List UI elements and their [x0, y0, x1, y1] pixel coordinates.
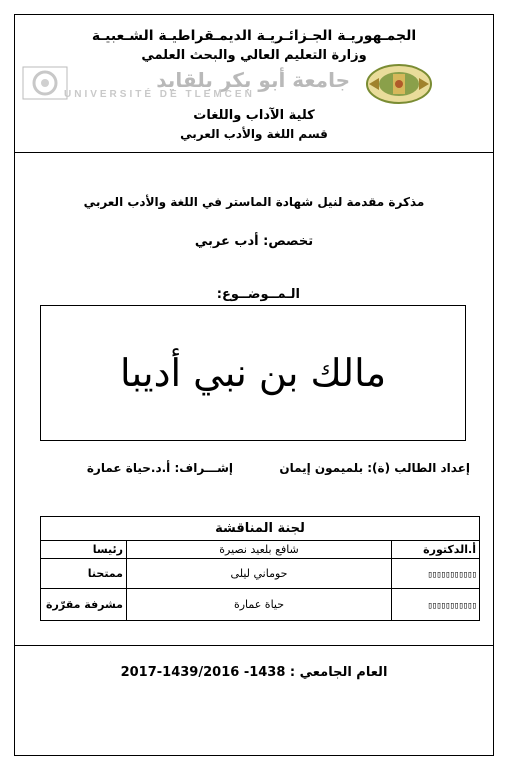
committee-title: لجنة المناقشة — [40, 516, 480, 540]
member-name: شافع بلعيد نصيرة — [127, 541, 392, 559]
republic-title: الجمـهوريـة الجـزائـريـة الديمـقراطيـة الشـعبيـة — [91, 28, 417, 44]
topic-title: مالك بن نبي أديبا — [119, 351, 387, 395]
member-title-glyphs: ▯▯▯▯▯▯▯▯▯▯▯ — [427, 601, 476, 611]
university-name-arabic: جامعة أبو بكر بلقايد — [156, 68, 350, 92]
topic-label: الـمــوضــوع: — [216, 287, 300, 302]
divider-bottom — [14, 645, 494, 646]
university-logo-icon — [365, 62, 433, 106]
member-name: حياة عمارة — [127, 589, 392, 621]
topic-box — [40, 305, 466, 441]
member-title — [392, 559, 480, 589]
university-name-french: UNIVERSITÉ DE TLEMCEN — [64, 89, 255, 100]
table-row — [41, 541, 480, 559]
faculty-title: كلية الآداب واللغات — [193, 108, 315, 123]
member-role: رئيسا — [41, 541, 127, 559]
memo-line: مذكرة مقدمة لنيل شهادة الماستر في اللغة والأدب العربي — [83, 195, 425, 209]
specialty-line: تخصص: أدب عربي — [194, 234, 314, 249]
committee-header-title: أ.الدكتورة — [392, 541, 480, 559]
member-title — [392, 589, 480, 621]
department-title: قسم اللغة والأدب العربي — [180, 127, 328, 141]
table-row — [41, 559, 480, 589]
member-title-glyphs: ▯▯▯▯▯▯▯▯▯▯▯ — [427, 570, 476, 580]
member-role: مشرفة مقرّرة — [41, 589, 127, 621]
divider-top — [14, 152, 494, 153]
committee-table — [40, 516, 480, 621]
academic-year: العام الجامعي : 1438- 1439/2016-2017 — [120, 665, 388, 680]
member-name: حوماني ليلى — [127, 559, 392, 589]
ministry-title: وزارة التعليم العالي والبحث العلمي — [141, 48, 367, 63]
supervisor: إشـــراف: أ.د.حياة عمارة — [86, 461, 233, 475]
prepared-by: إعداد الطالب (ة): بلميمون إيمان — [279, 461, 470, 475]
member-role: ممتحنا — [41, 559, 127, 589]
table-row — [41, 589, 480, 621]
committee-grid — [40, 540, 480, 621]
left-emblem-icon — [22, 66, 68, 100]
